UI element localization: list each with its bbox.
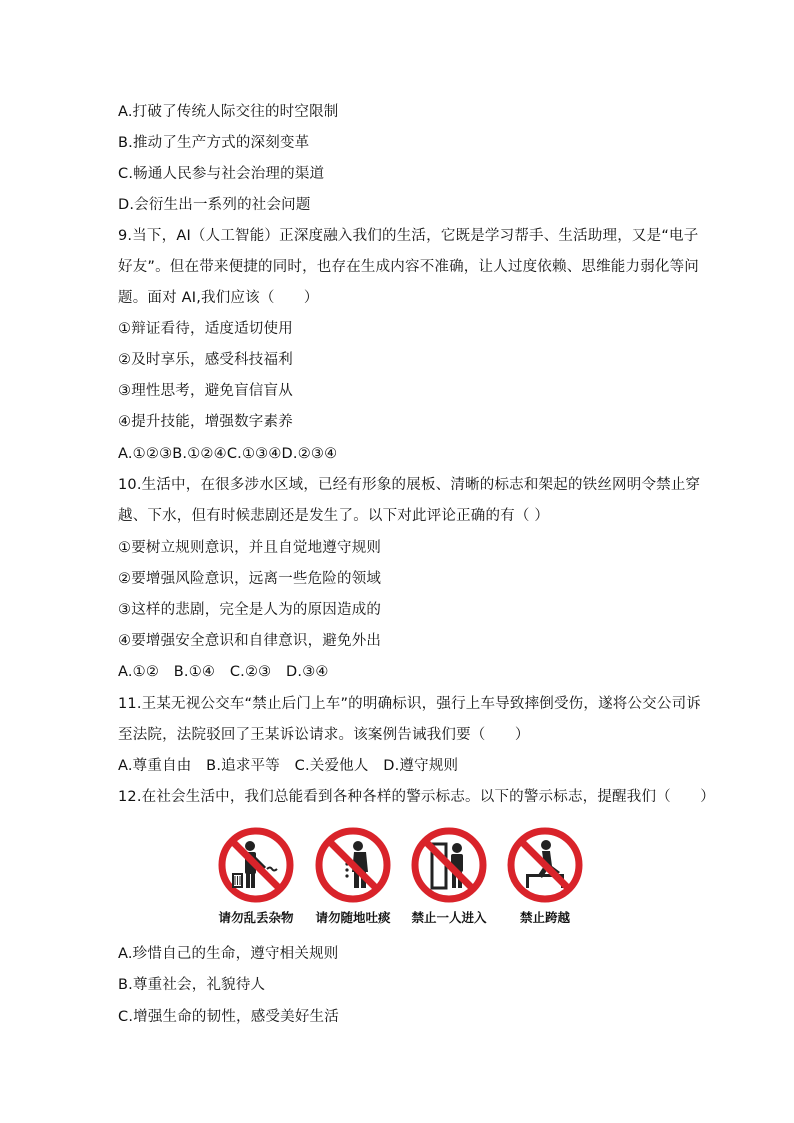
statement-10-1: ①要树立规则意识，并且自觉地遵守规则 <box>118 540 382 556</box>
options-9: A.①②③B.①②④C.①③④D.②③④ <box>118 446 338 462</box>
sign-no-spitting <box>313 826 393 926</box>
question-10-line-1: 10.生活中，在很多涉水区域，已经有形象的展板、清晰的标志和架起的铁丝网明令禁止穿 <box>118 477 701 493</box>
sign-label: 禁止一人进入 <box>411 910 487 925</box>
option-12b: B.尊重社会，礼貌待人 <box>118 977 266 993</box>
sign-label: 请勿乱丢杂物 <box>218 910 294 925</box>
option-8c: C.畅通人民参与社会治理的渠道 <box>118 166 325 182</box>
no-single-entry-icon <box>410 826 488 904</box>
question-12: 12.在社会生活中，我们总能看到各种各样的警示标志。以下的警示标志，提醒我们（ ） <box>118 789 715 805</box>
option-8b: B.推动了生产方式的深刻变革 <box>118 135 310 151</box>
warning-signs <box>216 826 586 936</box>
sign-no-crossing <box>505 826 585 926</box>
statement-10-2: ②要增强风险意识，远离一些危险的领域 <box>118 571 382 587</box>
statement-9-3: ③理性思考，避免盲信盲从 <box>118 383 293 399</box>
question-9-line-3: 题。面对 AI,我们应该（ ） <box>118 290 319 306</box>
question-9-line-2: 好友”。但在带来便捷的同时，也存在生成内容不准确，让人过度依赖、思维能力弱化等问 <box>118 259 700 275</box>
option-8a: A.打破了传统人际交往的时空限制 <box>118 104 339 120</box>
no-spitting-icon <box>314 826 392 904</box>
question-9-line-1: 9.当下，AI（人工智能）正深度融入我们的生活，它既是学习帮手、生活助理，又是“电子 <box>118 228 699 244</box>
sign-no-single-entry <box>409 826 489 926</box>
statement-10-3: ③这样的悲剧，完全是人为的原因造成的 <box>118 602 382 618</box>
question-11-line-1: 11.王某无视公交车“禁止后门上车”的明确标识，强行上车导致摔倒受伤，遂将公交公司诉 <box>118 696 701 712</box>
no-crossing-icon <box>506 826 584 904</box>
statement-9-4: ④提升技能，增强数字素养 <box>118 414 293 430</box>
option-12a: A.珍惜自己的生命，遵守相关规则 <box>118 946 339 962</box>
question-11-line-2: 至法院，法院驳回了王某诉讼请求。该案例告诫我们要（ ） <box>118 727 530 743</box>
statement-9-1: ①辩证看待，适度适切使用 <box>118 321 293 337</box>
sign-label: 请勿随地吐痰 <box>315 910 391 925</box>
options-11: A.尊重自由 B.追求平等 C.关爱他人 D.遵守规则 <box>118 758 459 774</box>
statement-9-2: ②及时享乐，感受科技福利 <box>118 352 293 368</box>
question-10-line-2: 越、下水，但有时候悲剧还是发生了。以下对此评论正确的有（ ） <box>118 508 550 524</box>
statement-10-4: ④要增强安全意识和自律意识，避免外出 <box>118 633 382 649</box>
sign-label: 禁止跨越 <box>519 910 570 925</box>
option-12c: C.增强生命的韧性，感受美好生活 <box>118 1009 339 1025</box>
sign-no-littering <box>216 826 296 926</box>
no-littering-icon <box>217 826 295 904</box>
option-8d: D.会衍生出一系列的社会问题 <box>118 197 311 213</box>
options-10: A.①② B.①④ C.②③ D.③④ <box>118 664 329 680</box>
